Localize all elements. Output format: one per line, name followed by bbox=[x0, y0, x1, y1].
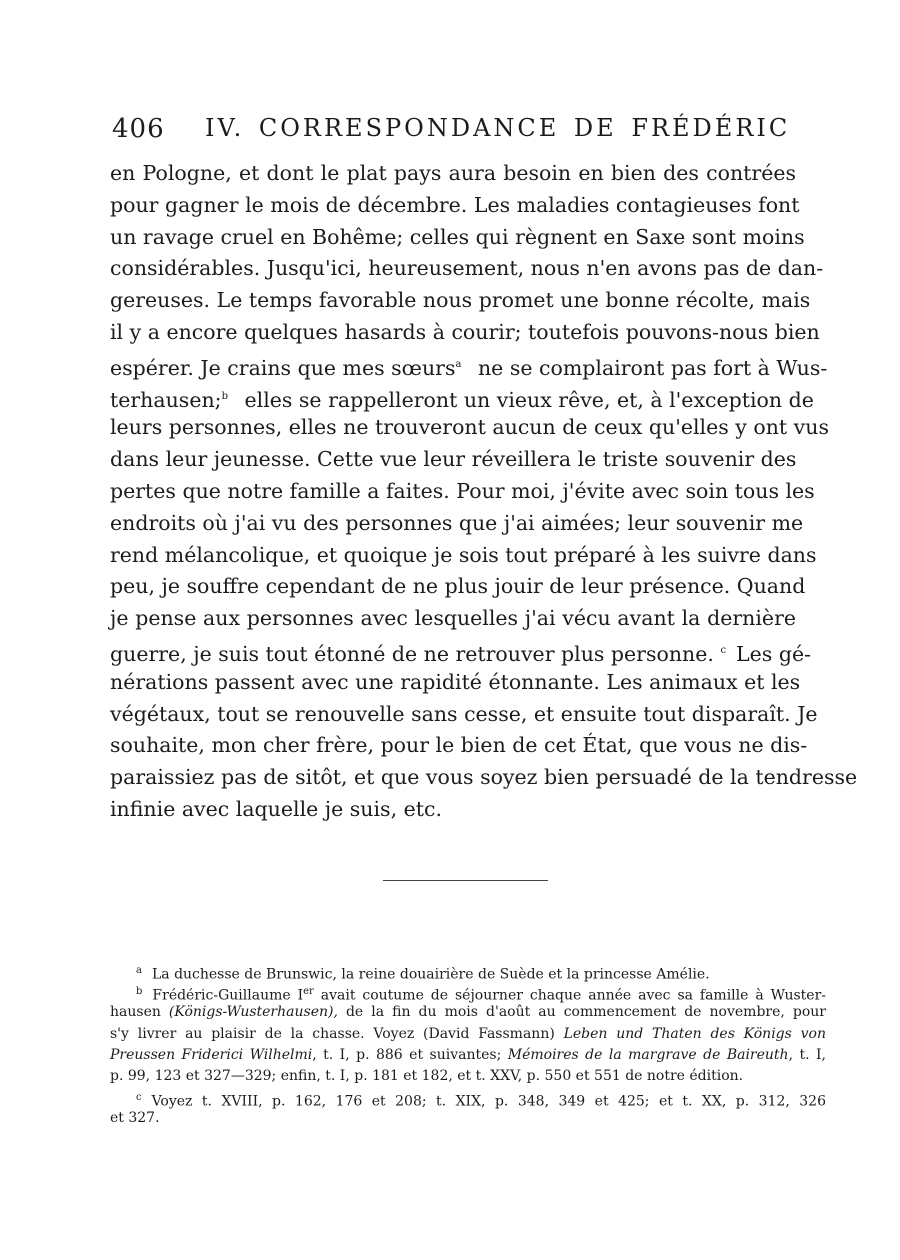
footnote-text: de la fin du mois d'août au commencement de novembre, pour bbox=[337, 1004, 826, 1021]
body-line bbox=[110, 381, 814, 413]
body-line: il y a encore quelques hasards à courir; toutefois pouvons-nous bien bbox=[110, 319, 820, 344]
footnote-a-mark: a bbox=[136, 965, 142, 976]
footnote-a bbox=[110, 960, 826, 981]
body-line: pertes que notre famille a faites. Pour moi, j'évite avec soin tous les bbox=[110, 478, 815, 503]
footnote-text: et 327. bbox=[110, 1110, 160, 1127]
body-line: en Pologne, et dont le plat pays aura besoin en bien des contrées bbox=[110, 161, 796, 185]
body-text: elles se rappelleront un vieux rêve, et, à l'exception de bbox=[244, 387, 814, 412]
page-number: 406 bbox=[112, 114, 165, 144]
body-line: paraissiez pas de sitôt, et que vous soyez bien persuadé de la tendresse bbox=[110, 765, 858, 790]
running-head: IV. CORRESPONDANCE DE FRÉDÉRIC bbox=[205, 114, 791, 142]
footnote-text: , t. I, p. 886 et suivantes; bbox=[312, 1046, 508, 1063]
body-text: Les gé- bbox=[736, 641, 812, 666]
body-line: je pense aux personnes avec lesquelles j'ai vécu avant la dernière bbox=[110, 606, 796, 631]
body-line: endroits où j'ai vu des personnes que j'ai aimées; leur souvenir me bbox=[110, 510, 804, 535]
body-line: rend mélancolique, et quoique je sois tout préparé à les suivre dans bbox=[110, 542, 817, 567]
body-line: considérables. Jusqu'ici, heureusement, nous n'en avons pas de dan- bbox=[110, 256, 824, 281]
body-line: dans leur jeunesse. Cette vue leur réveillera le triste souvenir des bbox=[110, 447, 797, 472]
footnote-b-line bbox=[110, 1024, 826, 1045]
footnote-b-line bbox=[110, 1045, 826, 1066]
footnote-c-line bbox=[110, 1087, 826, 1108]
body-text: terhausen; bbox=[110, 387, 222, 412]
footnote-c-mark: c bbox=[136, 1092, 142, 1104]
footnote-text: p. 99, 123 et 327—329; enfin, t. I, p. 181 et 182, et t. XXV, p. 550 et 551 de notre édition. bbox=[110, 1067, 744, 1084]
footnotes bbox=[110, 960, 826, 1130]
footnote-mark-a: a bbox=[455, 358, 462, 370]
body-line bbox=[110, 349, 828, 381]
footnote-b-line bbox=[110, 1002, 826, 1023]
body-line: leurs personnes, elles ne trouveront aucun de ceux qu'elles y ont vus bbox=[110, 415, 829, 440]
body-line: un ravage cruel en Bohême; celles qui règnent en Saxe sont moins bbox=[110, 224, 805, 249]
body-line: nérations passent avec une rapidité étonnante. Les animaux et les bbox=[110, 669, 801, 694]
footnote-text: , t. I, bbox=[788, 1046, 826, 1063]
footnote-text: Voyez t. XVIII, p. 162, 176 et 208; t. XIX, p. 348, 349 et 425; et t. XX, p. 312, 326 bbox=[151, 1093, 826, 1110]
footnote-mark-b: b bbox=[221, 390, 228, 402]
body-line: végétaux, tout se renouvelle sans cesse, et ensuite tout disparaît. Je bbox=[110, 701, 818, 726]
footnote-italic: (Königs-Wusterhausen), bbox=[168, 1004, 338, 1021]
footnote-italic: Preussen Friderici Wilhelmi bbox=[110, 1046, 313, 1063]
footnote-text: hausen bbox=[110, 1004, 169, 1021]
body-text: guerre, je suis tout étonné de ne retrouver plus personne. bbox=[110, 641, 714, 666]
body-line: souhaite, mon cher frère, pour le bien de cet État, que vous ne dis- bbox=[110, 733, 808, 758]
body-text: ne se complairont pas fort à Wus- bbox=[477, 355, 828, 380]
footnote-text: s'y livrer au plaisir de la chasse. Voyez (David Fassmann) bbox=[110, 1025, 564, 1042]
footnote-b-line bbox=[110, 981, 826, 1002]
body-line: peu, je souffre cependant de ne plus jouir de leur présence. Quand bbox=[110, 574, 806, 599]
body-line: pour gagner le mois de décembre. Les maladies contagieuses font bbox=[110, 192, 800, 217]
superscript: er bbox=[303, 986, 314, 998]
section-divider bbox=[383, 880, 548, 881]
footnote-b-mark: b bbox=[136, 986, 143, 998]
footnote-mark-c: c bbox=[720, 644, 727, 656]
body-text: espérer. Je crains que mes sœurs bbox=[110, 355, 456, 380]
footnote-italic: Leben und Thaten des Königs von bbox=[563, 1025, 826, 1042]
body-line: gereuses. Le temps favorable nous promet une bonne récolte, mais bbox=[110, 288, 811, 313]
footnote-text: Frédéric-Guillaume I bbox=[152, 987, 304, 1004]
footnote-italic: Mémoires de la margrave de Baireuth bbox=[507, 1046, 789, 1063]
footnote-text: avait coutume de séjourner chaque année avec sa famille à Wuster- bbox=[313, 987, 826, 1004]
body-line: infinie avec laquelle je suis, etc. bbox=[110, 796, 442, 821]
footnote-c-line bbox=[110, 1108, 826, 1129]
footnote-b-line bbox=[110, 1066, 826, 1087]
body-line bbox=[110, 635, 812, 667]
footnote-a-text: La duchesse de Brunswic, la reine douairière de Suède et la princesse Amélie. bbox=[151, 966, 710, 983]
letter-body bbox=[110, 158, 858, 826]
